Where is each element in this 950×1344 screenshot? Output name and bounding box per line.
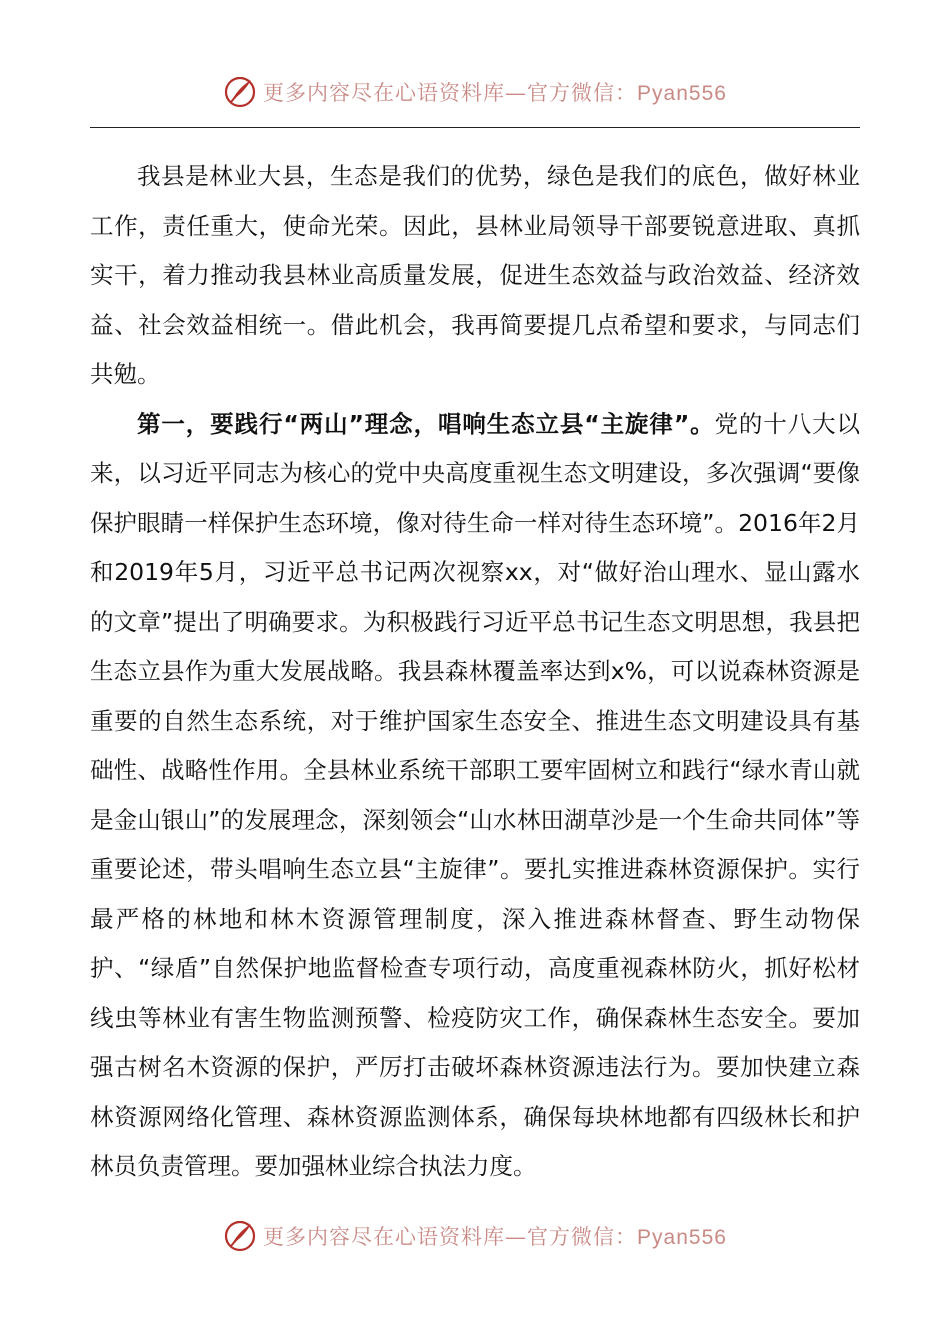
point-one-heading: 第一，要践行“两山”理念，唱响生态立县“主旋律”。 bbox=[137, 409, 715, 438]
footer-dash: — bbox=[505, 1225, 528, 1249]
footer-banner bbox=[0, 1216, 950, 1256]
quill-logo-icon bbox=[223, 1219, 257, 1253]
paragraph-point-one bbox=[90, 400, 860, 1192]
header-brand: 更多内容尽在心语资料库 bbox=[263, 81, 506, 105]
paragraph-intro: 我县是林业大县，生态是我们的优势，绿色是我们的底色，做好林业工作，责任重大，使命光荣。因此，县林业局领导干部要锐意进取、真抓实干，着力推动我县林业高质量发展，促进生态效益与政治效益、经济效益、社会效益相统一。借此机会，我再简要提几点希望和要求，与同志们共勉。 bbox=[90, 162, 860, 388]
point-one-body: 党的十八大以来，以习近平同志为核心的党中央高度重视生态文明建设，多次强调“要像保护眼睛一样保护生态环境，像对待生命一样对待生态环境”。2016年2月和2019年5月，习近平总书记两次视察xx，对“做好治山理水、显山露水的文章”提出了明确要求。为积极践行习近平总书记生态文明思想，我县把生态立县作为重大发展战略。我县森林覆盖率达到x%，可以说森林资源是重要的自然生态系统，对于维护国家生态安全、推进生态文明建设具有基础性、战略性作用。全县林业系统干部职工要牢固树立和践行“绿水青山就是金山银山”的发展理念，深刻领会“山水林田湖草沙是一个生命共同体”等重要论述，带头唱响生态立县“主旋律”。要扎实推进森林资源保护。实行最严格的林地和林木资源管理制度，深入推进森林督查、野生动物保护、“绿盾”自然保护地监督检查专项行动，高度重视森林防火，抓好松材线虫等林业有害生物监测预警、检疫防灾工作，确保森林生态安全。要加强古树名木资源的保护，严厉打击破坏森林资源违法行为。要加快建立森林资源网络化管理、森林资源监测体系，确保每块林地都有四级林长和护林员负责管理。要加强林业综合执法力度。 bbox=[90, 409, 860, 1180]
header-wechat-label: 官方微信： bbox=[527, 81, 638, 105]
footer-wechat-label: 官方微信： bbox=[527, 1225, 638, 1249]
header-text bbox=[263, 77, 727, 107]
header-wechat-id: Pyan556 bbox=[637, 82, 727, 105]
footer-brand: 更多内容尽在心语资料库 bbox=[263, 1225, 506, 1249]
header-dash: — bbox=[505, 81, 528, 105]
document-body bbox=[90, 152, 860, 1192]
header-banner bbox=[0, 72, 950, 112]
footer-text bbox=[263, 1221, 727, 1251]
footer-wechat-id: Pyan556 bbox=[637, 1226, 727, 1249]
quill-logo-icon bbox=[223, 75, 257, 109]
header-divider bbox=[90, 127, 860, 128]
